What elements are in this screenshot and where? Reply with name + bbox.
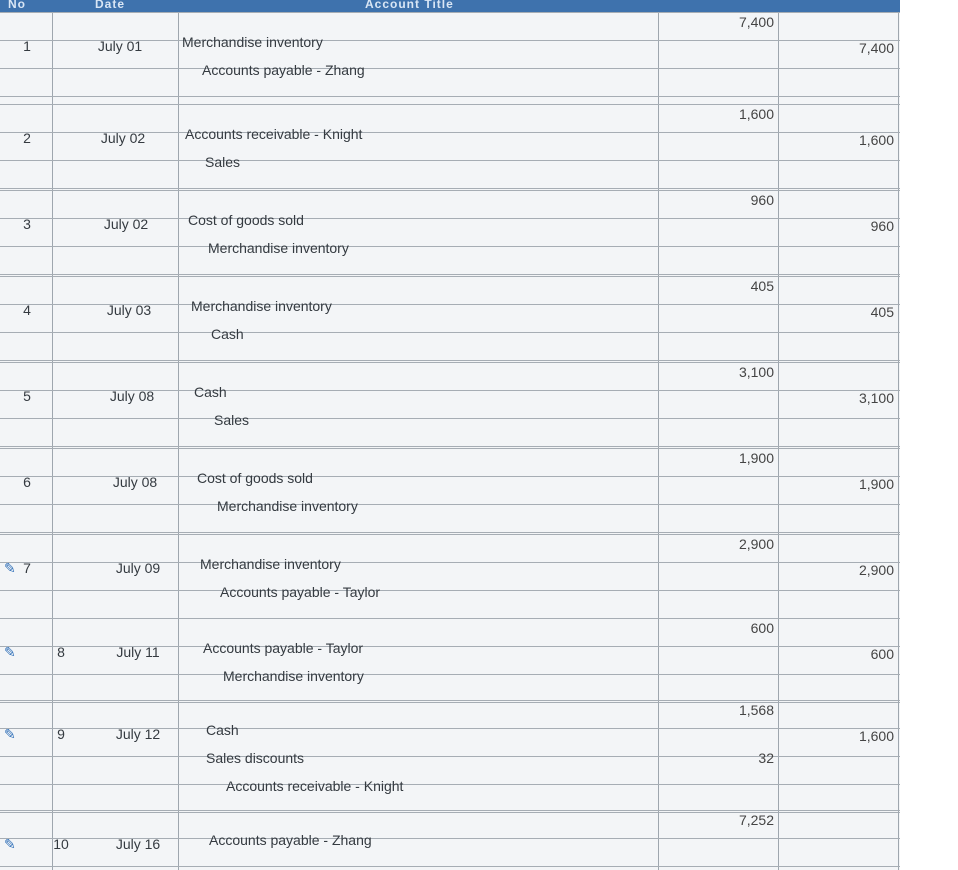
account-title: Sales discounts	[206, 750, 305, 766]
entry-date: July 16	[115, 836, 161, 852]
account-title: Accounts receivable - Knight	[185, 126, 363, 142]
account-title: Cost of goods sold	[197, 470, 313, 486]
row-divider	[0, 360, 900, 361]
account-title: Cash	[194, 384, 227, 400]
row-divider	[0, 276, 900, 277]
account-title: Accounts payable - Zhang	[209, 832, 372, 848]
credit-amount: 405	[870, 304, 894, 320]
credit-amount: 7,400	[858, 40, 894, 56]
entry-date: July 02	[100, 130, 146, 146]
entry-number: 1	[23, 38, 31, 54]
row-divider	[0, 784, 900, 785]
row-divider	[0, 96, 900, 97]
debit-amount: 600	[750, 620, 774, 636]
credit-amount: 600	[870, 646, 894, 662]
account-title: Merchandise inventory	[223, 668, 364, 684]
row-divider	[0, 68, 900, 69]
col-divider-credit	[898, 12, 899, 870]
row-divider	[0, 674, 900, 675]
row-divider	[0, 532, 900, 533]
account-title: Cost of goods sold	[188, 212, 304, 228]
debit-amount: 7,400	[738, 14, 774, 30]
entry-date: July 08	[112, 474, 158, 490]
entry-date: July 09	[115, 560, 161, 576]
entry-number: 2	[23, 130, 31, 146]
entry-date: July 11	[116, 644, 160, 660]
entry-number: 5	[23, 388, 31, 404]
col-divider-debit	[778, 12, 779, 870]
header-account-title: Account Title	[365, 0, 454, 11]
debit-amount: 32	[758, 750, 774, 766]
account-title: Merchandise inventory	[182, 34, 323, 50]
row-divider	[0, 160, 900, 161]
row-divider	[0, 866, 900, 867]
row-divider	[0, 12, 900, 13]
account-title: Sales	[205, 154, 241, 170]
account-title: Cash	[206, 722, 239, 738]
table-header	[0, 0, 900, 12]
credit-amount: 1,900	[858, 476, 894, 492]
account-title: Merchandise inventory	[217, 498, 358, 514]
header-no: No	[8, 0, 26, 11]
row-divider	[0, 448, 900, 449]
row-divider	[0, 246, 900, 247]
account-title: Accounts payable - Taylor	[220, 584, 381, 600]
entry-number: 10	[53, 836, 69, 852]
row-divider	[0, 446, 900, 447]
edit-entry-icon[interactable]: ✎	[4, 836, 16, 852]
row-divider	[0, 700, 900, 701]
entry-date: July 08	[109, 388, 155, 404]
row-divider	[0, 190, 900, 191]
edit-entry-icon[interactable]: ✎	[4, 644, 16, 660]
entry-number: 6	[23, 474, 31, 490]
entry-date: July 03	[106, 302, 152, 318]
debit-amount: 960	[750, 192, 774, 208]
account-title: Merchandise inventory	[208, 240, 349, 256]
row-divider	[0, 618, 900, 619]
account-title: Merchandise inventory	[191, 298, 332, 314]
row-divider	[0, 534, 900, 535]
debit-amount: 7,252	[738, 812, 774, 828]
entry-number: 8	[57, 644, 65, 660]
row-divider	[0, 362, 900, 363]
credit-amount: 1,600	[858, 728, 894, 744]
row-divider	[0, 274, 900, 275]
account-title: Sales	[214, 412, 250, 428]
debit-amount: 405	[750, 278, 774, 294]
entry-number: 7	[23, 560, 31, 576]
debit-amount: 1,568	[738, 702, 774, 718]
row-divider	[0, 332, 900, 333]
account-title: Accounts payable - Zhang	[202, 62, 365, 78]
credit-amount: 1,600	[858, 132, 894, 148]
row-divider	[0, 418, 900, 419]
header-date: Date	[95, 0, 126, 11]
col-divider-account	[658, 12, 659, 870]
account-title: Merchandise inventory	[200, 556, 341, 572]
debit-amount: 3,100	[738, 364, 774, 380]
entry-number: 9	[57, 726, 65, 742]
credit-amount: 2,900	[858, 562, 894, 578]
row-divider	[0, 188, 900, 189]
debit-amount: 2,900	[738, 536, 774, 552]
entry-number: 3	[23, 216, 31, 232]
entry-number: 4	[23, 302, 31, 318]
entry-date: July 12	[115, 726, 161, 742]
entry-date: July 02	[103, 216, 149, 232]
entry-date: July 01	[97, 38, 143, 54]
credit-amount: 3,100	[858, 390, 894, 406]
debit-amount: 1,600	[738, 106, 774, 122]
account-title: Accounts receivable - Knight	[226, 778, 404, 794]
row-divider	[0, 504, 900, 505]
right-margin	[900, 0, 958, 870]
account-title: Accounts payable - Taylor	[203, 640, 364, 656]
debit-amount: 1,900	[738, 450, 774, 466]
credit-amount: 960	[870, 218, 894, 234]
row-divider	[0, 104, 900, 105]
row-divider	[0, 590, 900, 591]
edit-entry-icon[interactable]: ✎	[4, 726, 16, 742]
edit-entry-icon[interactable]: ✎	[4, 560, 16, 576]
account-title: Cash	[211, 326, 244, 342]
row-divider	[0, 810, 900, 811]
